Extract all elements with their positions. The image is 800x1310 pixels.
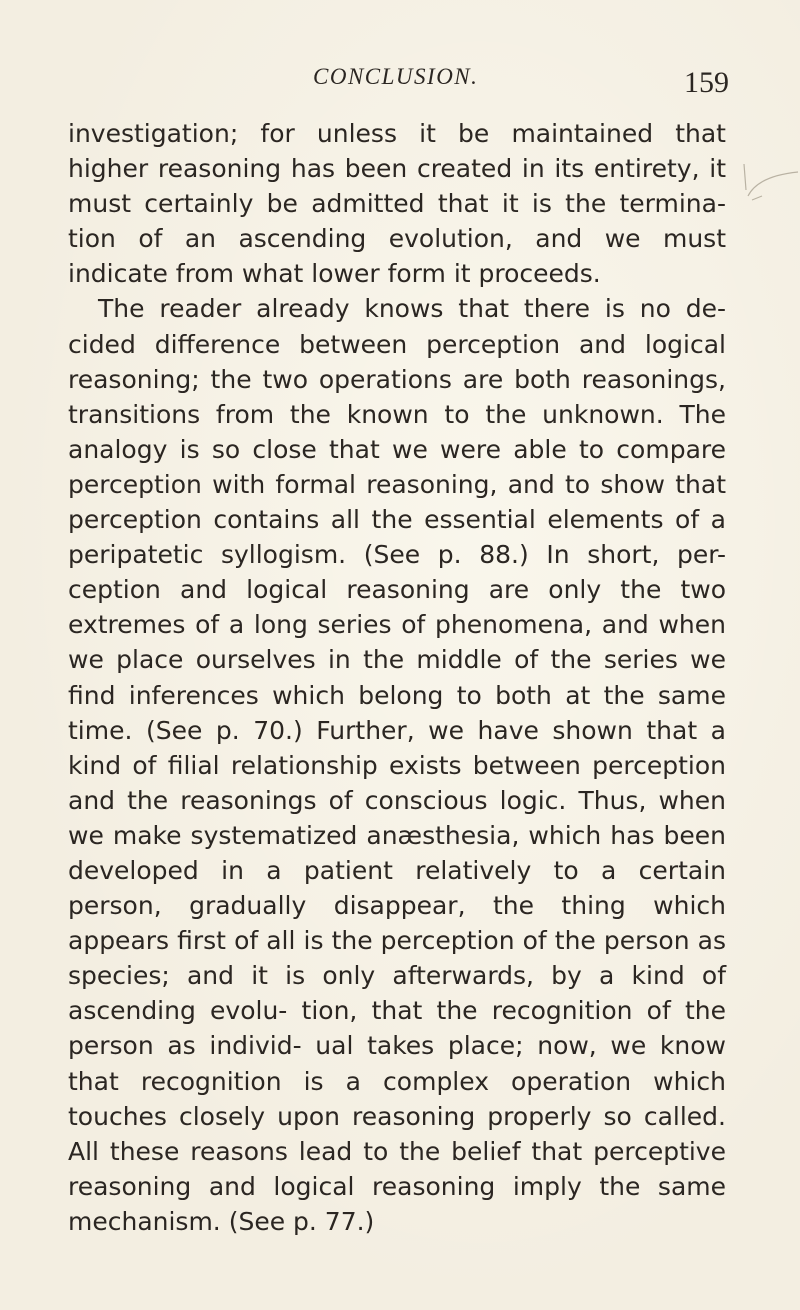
page-edge-mark [738,160,800,300]
paragraph: investigation; for unless it be maintained that higher reasoning has been created in its entirety, it must certainly be admitted that it is the termina- tion of an ascending evolution, and we must indicate from what lower form it proceeds. [68,119,726,289]
body-text [68,116,726,1239]
running-title: CONCLUSION. [313,64,479,89]
page-number: 159 [684,66,729,99]
paragraph: The reader already knows that there is no de- cided difference between perception and logical reasoning; the two operations are both reasonings, transitions from the known to the unknown. The analogy is so close that we were able to compare perception with formal reasoning, and to show that perception contains all the essential elements of a peripatetic syllogism. (See p. 88.) In short, per- ception and logical reasoning are only the two extremes of a long series of phenomena, and when we place ourselves in the middle of the series we find inferences which belong to both at the same time. (See p. 70.) Further, we have shown that a kind of filial relationship exists between perception and the reasonings of conscious logic. Thus, when we make systematized anæsthesia, which has been developed in a patient relatively to a certain person, gradually disappear, the thing which appears first of all is the perception of the person as species; and it is only afterwards, by a kind of ascending evolu- tion, that the recognition of the person as individ- ual takes place; now, we know that recognition is a complex operation which touches closely upon reasoning properly so called. All these reasons lead to the belief that perceptive reasoning and logical reasoning imply the same mechanism. (See p. 77.) [68,294,726,1236]
running-head [0,64,800,100]
